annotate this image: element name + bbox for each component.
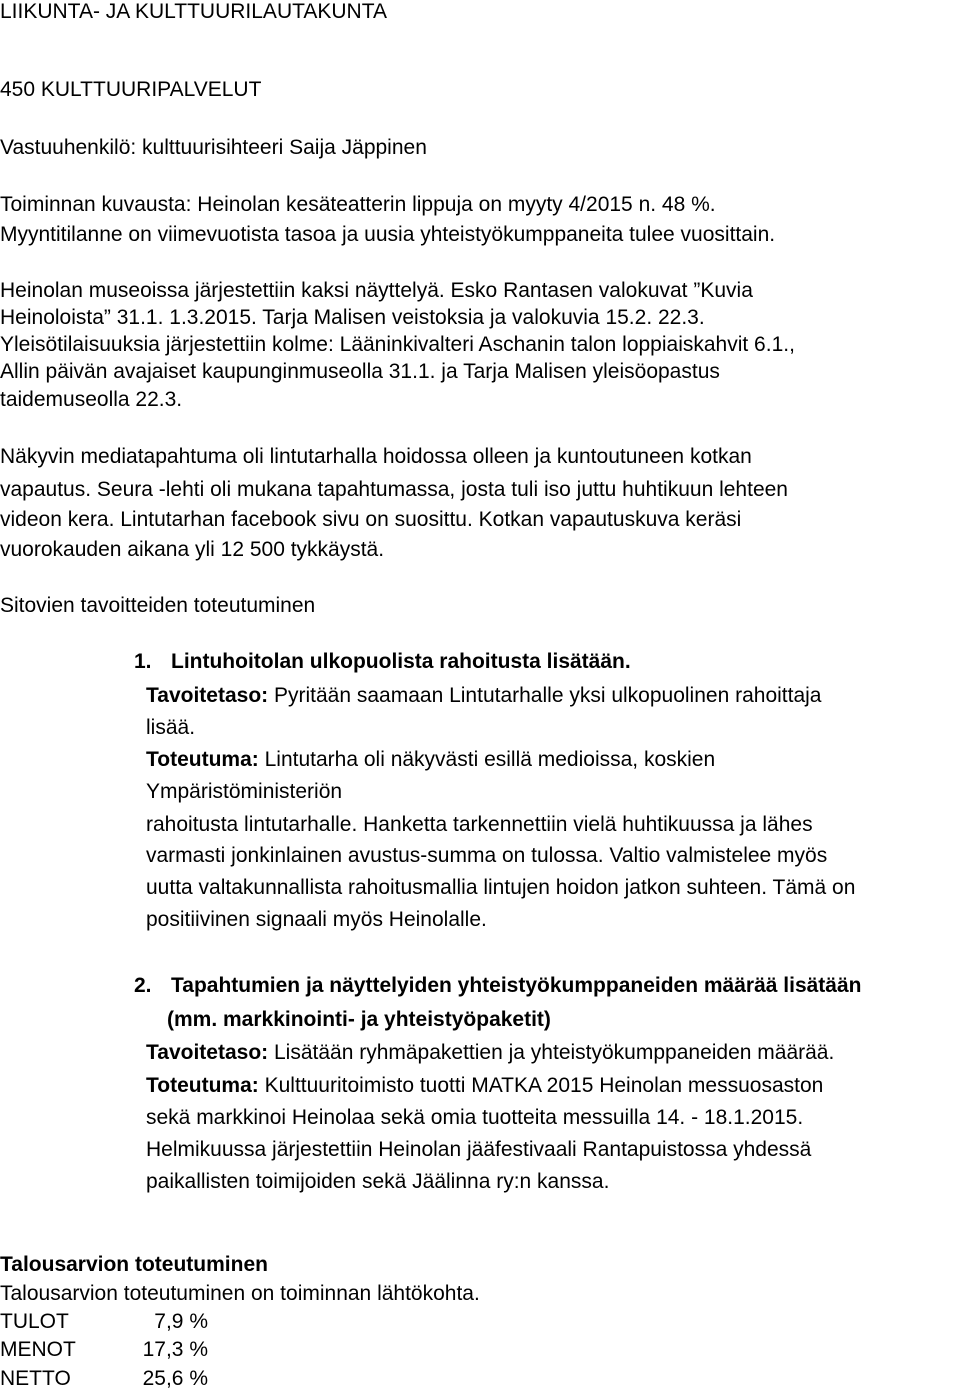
responsible-line [0,136,427,160]
budget-label: NETTO [0,1367,71,1390]
goal-title: Lintuhoitolan ulkopuolista rahoitusta lisätään. [171,650,631,673]
result-label: Toteutuma: [146,748,259,771]
description-line: vapautus. Seura -lehti oli mukana tapahtumassa, josta tuli iso juttu huhtikuun lehteen [0,478,788,501]
description-line: Näkyvin mediatapahtuma oli lintutarhalla hoidossa olleen ja kuntoutuneen kotkan [0,445,752,468]
goal-target-line: Tavoitetaso: Lisätään ryhmäpakettien ja yhteistyökumppaneiden määrää. [146,1041,835,1064]
budget-row [0,1338,208,1362]
budget-value: 7,9 % [154,1310,208,1333]
target-label: Tavoitetaso: [146,1041,269,1064]
goal-number: 1. [134,650,152,673]
goal-result-cont: paikallisten toimijoiden sekä Jäälinna ry:n kanssa. [146,1170,610,1193]
description-line: Toiminnan kuvausta: Heinolan kesäteatterin lippuja on myyty 4/2015 n. 48 %. [0,193,716,216]
description-line: Yleisötilaisuuksia järjestettiin kolme: Lääninkivalteri Aschanin talon loppiaiskahvit 6.1., [0,333,795,356]
description-line: vuorokauden aikana yli 12 500 tykkäystä. [0,538,385,561]
responsible-label: Vastuuhenkilö: [0,136,137,159]
goal-result-line: Toteutuma: Kulttuuritoimisto tuotti MATKA 2015 Heinolan messuosaston [146,1074,824,1097]
budget-value: 25,6 % [142,1367,208,1390]
result-label: Toteutuma: [146,1074,259,1097]
description-label: Toiminnan kuvausta: [0,193,192,216]
goal-result-cont: Helmikuussa järjestettiin Heinolan jääfestivaali Rantapuistossa yhdessä [146,1138,812,1161]
goal-result-cont: uutta valtakunnallista rahoitusmallia lintujen hoidon jatkon suhteen. Tämä on [146,876,856,899]
goal-title: Tapahtumien ja näyttelyiden yhteistyökumppaneiden määrää lisätään [171,974,862,997]
responsible-value: kulttuurisihteeri Saija Jäppinen [142,136,427,159]
goal-result-cont: rahoitusta lintutarhalle. Hanketta tarkennettiin vielä huhtikuussa ja lähes [146,813,813,836]
goal-result-cont: positiivinen signaali myös Heinolalle. [146,908,487,931]
description-line: Heinolan museoissa järjestettiin kaksi näyttelyä. Esko Rantasen valokuvat ”Kuvia [0,279,753,302]
budget-row [0,1367,208,1391]
description-line: Allin päivän avajaiset kaupunginmuseolla 31.1. ja Tarja Malisen yleisöopastus [0,360,720,383]
goal-number: 2. [134,974,152,997]
unit-title: 450 KULTTUURIPALVELUT [0,78,262,101]
goal-target-cont: lisää. [146,716,196,739]
budget-value: 17,3 % [142,1338,208,1361]
goal-result-cont: Ympäristöministeriön [146,780,343,803]
goal-result-cont: varmasti jonkinlainen avustus-summa on tulossa. Valtio valmistelee myös [146,844,828,867]
goal-result-line: Toteutuma: Lintutarha oli näkyvästi esillä medioissa, koskien [146,748,716,771]
description-line: Heinoloista” 31.1. 1.3.2015. Tarja Malisen veistoksia ja valokuvia 15.2. 22.3. [0,306,705,329]
budget-row [0,1310,208,1334]
budget-text: Talousarvion toteutuminen on toiminnan lähtökohta. [0,1282,480,1305]
goal-title-cont: (mm. markkinointi- ja yhteistyöpaketit) [167,1008,551,1031]
description-line: videon kera. Lintutarhan facebook sivu on suosittu. Kotkan vapautuskuva keräsi [0,508,742,531]
goal-target-line: Tavoitetaso: Pyritään saamaan Lintutarhalle yksi ulkopuolinen rahoittaja [146,684,822,707]
committee-title: LIIKUNTA- JA KULTTUURILAUTAKUNTA [0,0,387,23]
goal-result-cont: sekä markkinoi Heinolaa sekä omia tuotteita messuilla 14. - 18.1.2015. [146,1106,804,1129]
budget-heading: Talousarvion toteutuminen [0,1253,268,1276]
goals-heading: Sitovien tavoitteiden toteutuminen [0,594,316,617]
budget-label: TULOT [0,1310,69,1333]
description-line: Myyntitilanne on viimevuotista tasoa ja uusia yhteistyökumppaneita tulee vuosittain. [0,223,776,246]
budget-label: MENOT [0,1338,76,1361]
target-label: Tavoitetaso: [146,684,269,707]
description-line: taidemuseolla 22.3. [0,388,183,411]
